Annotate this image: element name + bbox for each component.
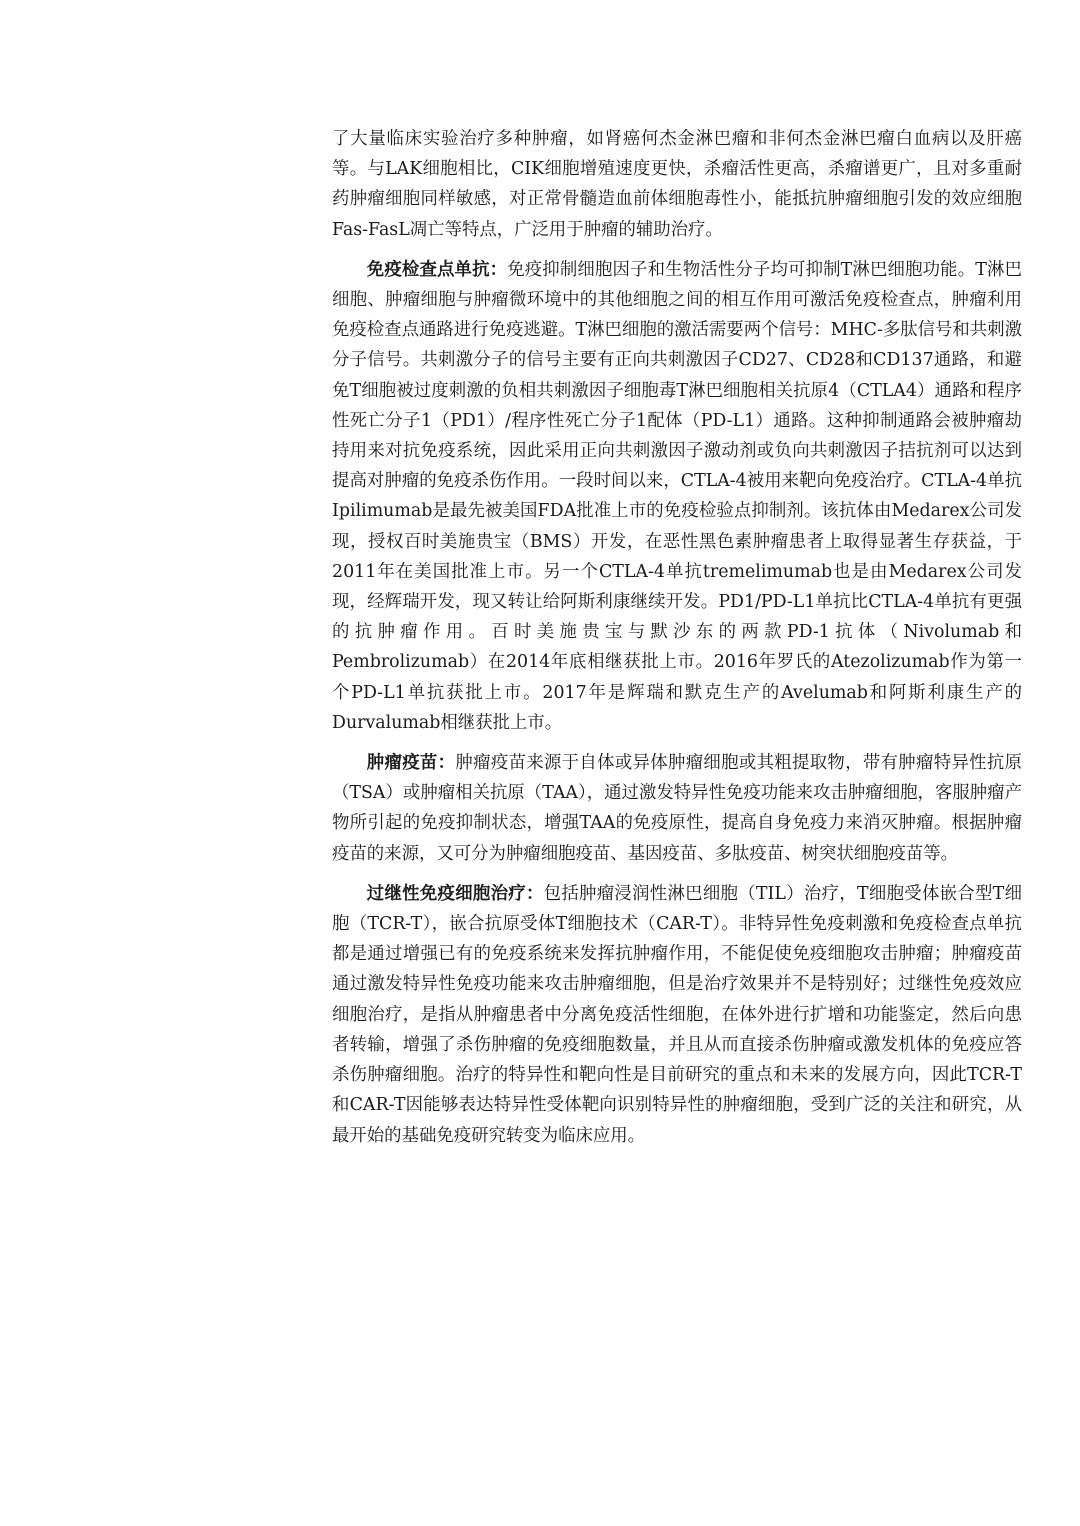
paragraph-text: 免疫抑制细胞因子和生物活性分子均可抑制T淋巴细胞功能。T淋巴细胞、肿瘤细胞与肿瘤微环境中的其他细胞之间的相互作用可激活免疫检查点，肿瘤利用免疫检查点通路进行免疫逃避。T淋巴细胞的激活需要两个信号：MHC-多肽信号和共刺激分子信号。共刺激分子的信号主要有正向共刺激因子CD27、CD28和CD137通路，和避免T细胞被过度刺激的负相共刺激因子细胞毒T淋巴细胞相关抗原4（CTLA4）通路和程序性死亡分子1（PD1）/程序性死亡分子1配体（PD-L1）通路。这种抑制通路会被肿瘤劫持用来对抗免疫系统，因此采用正向共刺激因子激动剂或负向共刺激因子拮抗剂可以达到提高对肿瘤的免疫杀伤作用。一段时间以来，CTLA-4被用来靶向免疫治疗。CTLA-4单抗Ipilimumab是最先被美国FDA批准上市的免疫检验点抑制剂。该抗体由Medarex公司发现，授权百时美施贵宝（BMS）开发，在恶性黑色素肿瘤患者上取得显著生存获益，于2011年在美国批准上市。另一个CTLA-4单抗tremelimumab也是由Medarex公司发现，经辉瑞开发，现又转让给阿斯利康继续开发。PD1/PD-L1单抗比CTLA-4单抗有更强的抗肿瘤作用。百时美施贵宝与默沙东的两款PD-1抗体（Nivolumab和Pembrolizumab）在2014年底相继获批上市。2016年罗氏的Atezolizumab作为第一个PD-L1单抗获批上市。2017年是辉瑞和默克生产的Avelumab和阿斯利康生产的Durvalumab相继获批上市。 bbox=[332, 259, 1022, 733]
paragraph-text: 肿瘤疫苗来源于自体或异体肿瘤细胞或其粗提取物，带有肿瘤特异性抗原（TSA）或肿瘤相关抗原（TAA），通过激发特异性免疫功能来攻击肿瘤细胞，客服肿瘤产物所引起的免疫抑制状态，增强TAA的免疫原性，提高自身免疫力来消灭肿瘤。根据肿瘤疫苗的来源，又可分为肿瘤细胞疫苗、基因疫苗、多肽疫苗、树突状细胞疫苗等。 bbox=[332, 753, 1022, 864]
paragraph-checkpoint-antibody bbox=[332, 255, 1022, 738]
paragraph-tumor-vaccine bbox=[332, 748, 1022, 869]
paragraph-heading: 肿瘤疫苗： bbox=[366, 753, 456, 774]
paragraph-heading: 免疫检查点单抗： bbox=[366, 259, 508, 280]
paragraph-cik-continuation bbox=[332, 124, 1022, 245]
paragraph-adoptive-cell-therapy bbox=[332, 879, 1022, 1151]
paragraph-text: 包括肿瘤浸润性淋巴细胞（TIL）治疗，T细胞受体嵌合型T细胞（TCR-T），嵌合抗原受体T细胞技术（CAR-T）。非特异性免疫刺激和免疫检查点单抗都是通过增强已有的免疫系统来发挥抗肿瘤作用，不能促使免疫细胞攻击肿瘤；肿瘤疫苗通过激发特异性免疫功能来攻击肿瘤细胞，但是治疗效果并不是特别好；过继性免疫效应细胞治疗，是指从肿瘤患者中分离免疫活性细胞，在体外进行扩增和功能鉴定，然后向患者转输，增强了杀伤肿瘤的免疫细胞数量，并且从而直接杀伤肿瘤或激发机体的免疫应答杀伤肿瘤细胞。治疗的特异性和靶向性是目前研究的重点和未来的发展方向，因此TCR-T和CAR-T因能够表达特异性受体靶向识别特异性的肿瘤细胞，受到广泛的关注和研究，从最开始的基础免疫研究转变为临床应用。 bbox=[332, 883, 1022, 1146]
paragraph-text: 了大量临床实验治疗多种肿瘤，如肾癌何杰金淋巴瘤和非何杰金淋巴瘤白血病以及肝癌等。与LAK细胞相比，CIK细胞增殖速度更快，杀瘤活性更高，杀瘤谱更广，且对多重耐药肿瘤细胞同样敏感，对正常骨髓造血前体细胞毒性小，能抵抗肿瘤细胞引发的效应细胞Fas-FasL凋亡等特点，广泛用于肿瘤的辅助治疗。 bbox=[332, 129, 1022, 240]
document-body bbox=[332, 124, 1022, 1161]
paragraph-heading: 过继性免疫细胞治疗： bbox=[366, 883, 544, 904]
